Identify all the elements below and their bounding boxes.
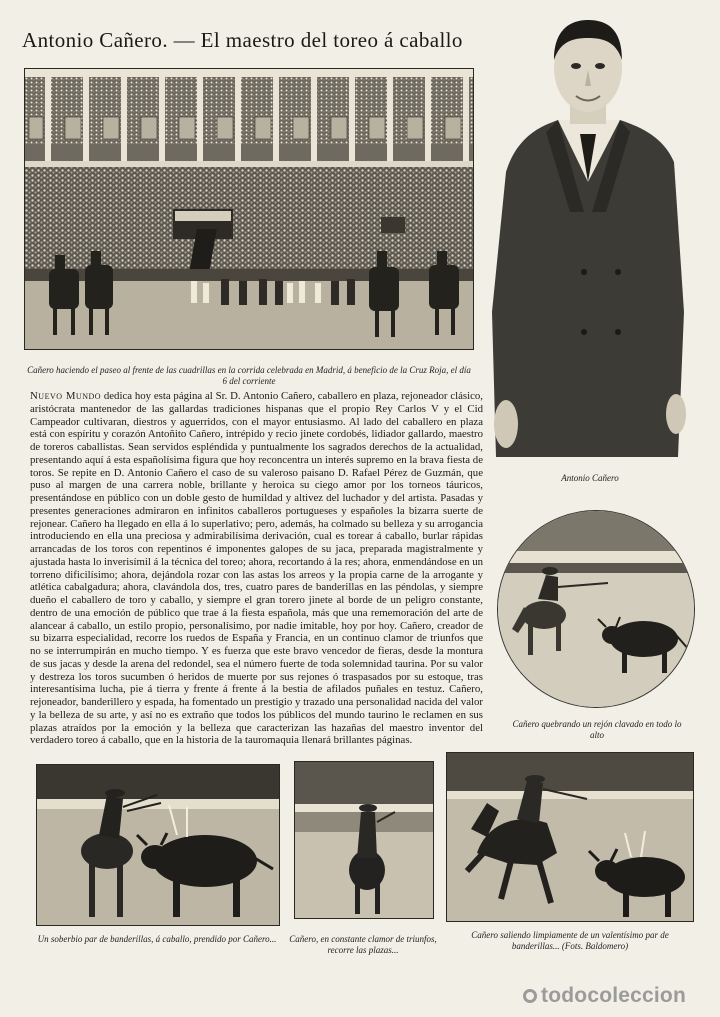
photo-credit: (Fots. Baldomero) [561, 941, 629, 951]
circle-photo-illustration [498, 511, 694, 707]
circle-caption: Cañero quebrando un rejón clavado en todo lo alto [512, 719, 682, 740]
bottom-center-illustration [295, 762, 433, 918]
bottom-left-illustration [37, 765, 279, 925]
bottom-right-photo [446, 752, 694, 922]
bottom-left-caption: Un soberbio par de banderillas, á caballo, prendido por Cañero... [37, 934, 277, 944]
circle-photo [497, 510, 695, 708]
bottom-left-photo [36, 764, 280, 926]
arena-photo-illustration [25, 69, 473, 349]
bottom-center-caption: Cañero, en constante clamor de triunfos, recorre las plazas... [289, 934, 437, 955]
bottom-right-caption-text: Cañero saliendo limpiamente de un valentísimo par de banderillas... [471, 930, 669, 951]
page-title: Antonio Cañero. — El maestro del toreo á caballo [22, 28, 463, 52]
bottom-right-caption [452, 930, 688, 952]
watermark [523, 984, 686, 1008]
portrait-caption: Antonio Cañero [561, 473, 619, 483]
bottom-center-photo [294, 761, 434, 919]
article-lead: Nuevo Mundo [30, 390, 102, 402]
watermark-text: todocoleccion [541, 984, 686, 1007]
article-body [30, 390, 483, 750]
article-text: dedica hoy esta página al Sr. D. Antonio Cañero, caballero en plaza, rejoneador clásico, aristócrata mantenedor de las gallardas tradiciones hispanas que el propio Rey Carlos V y el Cid Campeador cultivaran, diestros y aguerridos, con el mayor entusiasmo. Al lado del caballero en plaza está con espíritu y corazón Antoñito Cañero, intrépido y recio jinete cordobés, lidiador gallardo, maestro de toreros caballistas. Sean servidos espléndida y puntualmente los sagrados derechos de la actualidad, presentando aquí á esta españolísima figura que hoy reconcentra un interés supremo en la brava fiesta de toros. Se repite en D. Antonio Cañero el caso de su valeroso paisano D. Rafael Pérez de Guzmán, que puso al margen de una carrera noble, brillante y heroica su ciego amor por los torneos táuricos, presentándose en público con un doble gesto de humildad y altivez del luchador y del artista. Pasadas y presentes generaciones admiraron en infinitos caballeros portugueses y españoles la bizarra suerte de rejonear. Cañero ha llegado en ella á lo superlativo; pero, además, ha colmado su belleza y su arrogancia introduciendo en ella una preciosa y admirabilísima derivación, cual es torear á caballo, burlar rápidas arrancadas de los toros con repentinos é imponentes galopes de su jaca, preparada magistralmente y ajustada hasta lo inverisímil á la técnica del toreo; ahora, recortando á la res; ahora, enmendándose en un torreno dificilísimo; ahora, dejándola rozar con las astas los arreos y la propia carne de la arrogante y atlética cabalgadura; ahora, clavándola dos, tres, cuatro pares de banderillas en las péndolas, y siempre dueño el caballero de toro y caballo, y siempre el gran torero jinete al borde de un peligro constante, dentro de una emoción de público que trae á la fiesta española, más que una rememoración del arte de alancear á caballo, un estilo propio, personalísimo, por nadie imitable, hoy por hoy. Cañero, creador de su bizarra especialidad, recorre los ruedos de España y Francia, en un continuo clamor de triunfos que no se interrumpirán en mucho tiempo. Y es fuerza que este bravo vencedor de fieras, desde la montura de sus jacas y desde la arena del redondel, sea el número fuerte de toda solemnidad taurina. Por su valor y destreza los toros sucumben ó heridos de muerte por sus rejones ó traspasados por su estoque, tras interesantísima lucha, pie á tierra y frente á frente á la bestia de afilados puñales en testuz. Cañero, rejoneador, banderillero y espada, ha fomentado un prestigio y trazado una personalidad nacida del valor y la belleza de su arte, y así no es extraño que todos los públicos del mundo taurino le reclamen en sus plazas atraídos por la emoción y la belleza que caracterizan las hazañas del maestro inventor del verdadero toreo á caballo, que en la historia de la tauromaquia llenará brillantes páginas. [30, 390, 483, 747]
arena-photo [24, 68, 474, 350]
watermark-logo-icon [523, 989, 537, 1003]
portrait-illustration [488, 12, 688, 457]
portrait-photo [488, 12, 688, 457]
arena-caption: Cañero haciendo el paseo al frente de las cuadrillas en la corrida celebrada en Madrid, á beneficio de la Cruz Roja, el día 6 del corriente [27, 365, 471, 386]
bottom-right-illustration [447, 753, 693, 921]
